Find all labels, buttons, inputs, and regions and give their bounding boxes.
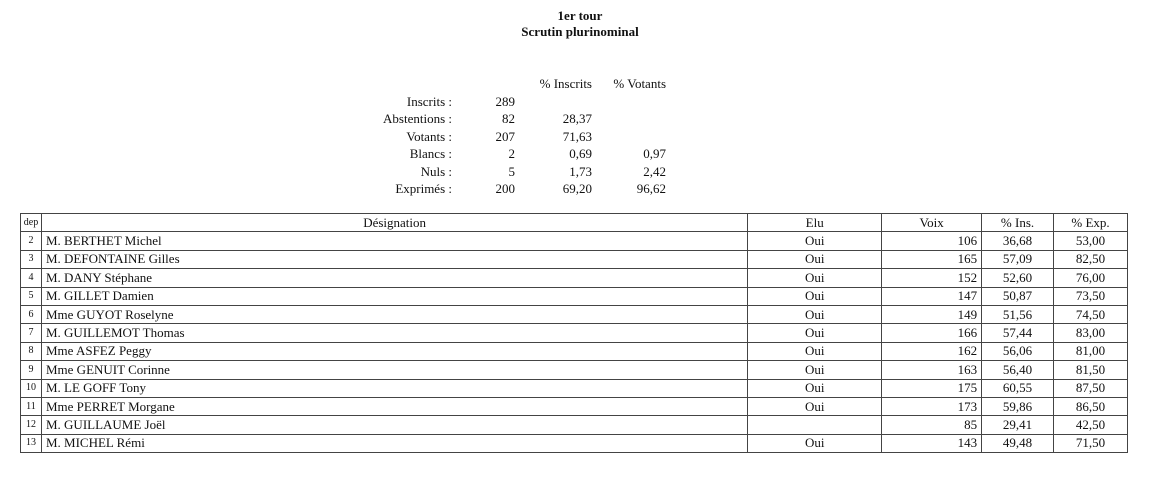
cell-designation: Mme GENUIT Corinne [41, 361, 747, 379]
header-voix: Voix [882, 214, 982, 232]
table-row [21, 379, 1128, 397]
cell-pct-ins: 56,40 [982, 361, 1054, 379]
summary-pct-inscrits: 69,20 [562, 181, 592, 196]
cell-elu: Oui [748, 361, 882, 379]
cell-voix: 165 [882, 250, 982, 268]
cell-designation: M. LE GOFF Tony [41, 379, 747, 397]
cell-designation: Mme ASFEZ Peggy [41, 342, 747, 360]
cell-voix: 152 [882, 269, 982, 287]
cell-dep: 2 [21, 232, 42, 250]
cell-voix: 106 [882, 232, 982, 250]
summary-value: 200 [495, 181, 515, 196]
cell-voix: 143 [882, 434, 982, 452]
cell-designation: Mme PERRET Morgane [41, 397, 747, 415]
cell-pct-exp: 81,00 [1054, 342, 1128, 360]
cell-dep: 7 [21, 324, 42, 342]
summary-pct-inscrits: 1,73 [569, 163, 592, 179]
cell-dep: 10 [21, 379, 42, 397]
results-table [20, 213, 1128, 453]
cell-designation: M. BERTHET Michel [41, 232, 747, 250]
table-row [21, 416, 1128, 434]
summary-label: Votants : [406, 128, 452, 144]
cell-pct-exp: 42,50 [1054, 416, 1128, 434]
cell-pct-exp: 87,50 [1054, 379, 1128, 397]
header-dep: dep [21, 214, 42, 232]
summary-label: Exprimés : [395, 181, 452, 196]
summary-pct-votants: 2,42 [643, 163, 666, 179]
cell-pct-ins: 49,48 [982, 434, 1054, 452]
cell-voix: 149 [882, 305, 982, 323]
cell-designation: M. DEFONTAINE Gilles [41, 250, 747, 268]
page-subtitle: Scrutin plurinominal [521, 24, 639, 39]
summary-value: 289 [495, 93, 515, 109]
cell-pct-ins: 59,86 [982, 397, 1054, 415]
cell-elu: Oui [748, 434, 882, 452]
cell-elu: Oui [748, 379, 882, 397]
cell-designation: M. GUILLAUME Joël [41, 416, 747, 434]
table-row [21, 434, 1128, 452]
cell-pct-exp: 81,50 [1054, 361, 1128, 379]
summary-value: 5 [508, 163, 515, 179]
cell-elu: Oui [748, 342, 882, 360]
summary-pct-inscrits: 28,37 [562, 111, 592, 126]
cell-dep: 5 [21, 287, 42, 305]
cell-elu: Oui [748, 269, 882, 287]
cell-voix: 166 [882, 324, 982, 342]
cell-voix: 175 [882, 379, 982, 397]
cell-pct-ins: 57,44 [982, 324, 1054, 342]
cell-pct-ins: 36,68 [982, 232, 1054, 250]
cell-dep: 13 [21, 434, 42, 452]
cell-pct-exp: 53,00 [1054, 232, 1128, 250]
table-row [21, 232, 1128, 250]
cell-elu [748, 416, 882, 434]
cell-elu: Oui [748, 305, 882, 323]
table-row [21, 305, 1128, 323]
summary-value: 82 [502, 111, 515, 126]
cell-pct-exp: 74,50 [1054, 305, 1128, 323]
cell-pct-ins: 60,55 [982, 379, 1054, 397]
summary-pct-inscrits: 0,69 [569, 146, 592, 161]
cell-voix: 162 [882, 342, 982, 360]
cell-elu: Oui [748, 232, 882, 250]
table-header-row [21, 214, 1128, 232]
cell-pct-exp: 83,00 [1054, 324, 1128, 342]
cell-pct-ins: 57,09 [982, 250, 1054, 268]
cell-designation: M. DANY Stéphane [41, 269, 747, 287]
cell-dep: 9 [21, 361, 42, 379]
cell-elu: Oui [748, 250, 882, 268]
cell-pct-ins: 50,87 [982, 287, 1054, 305]
cell-elu: Oui [748, 397, 882, 415]
cell-pct-exp: 71,50 [1054, 434, 1128, 452]
summary-value: 207 [495, 128, 515, 144]
summary-col-votants: % Votants [613, 76, 666, 91]
cell-voix: 163 [882, 361, 982, 379]
table-row [21, 361, 1128, 379]
header-elu: Elu [748, 214, 882, 232]
summary-label: Abstentions : [383, 111, 452, 126]
page-title: 1er tour [557, 8, 603, 23]
cell-pct-exp: 76,00 [1054, 269, 1128, 287]
cell-dep: 3 [21, 250, 42, 268]
cell-pct-exp: 82,50 [1054, 250, 1128, 268]
summary-col-inscrits: % Inscrits [539, 76, 592, 91]
cell-designation: M. GILLET Damien [41, 287, 747, 305]
cell-pct-exp: 86,50 [1054, 397, 1128, 415]
cell-dep: 8 [21, 342, 42, 360]
header-pct-ins: % Ins. [982, 214, 1054, 232]
summary-pct-votants: 96,62 [636, 181, 666, 196]
table-row [21, 324, 1128, 342]
cell-dep: 12 [21, 416, 42, 434]
cell-voix: 85 [882, 416, 982, 434]
header-pct-exp: % Exp. [1054, 214, 1128, 232]
table-row [21, 269, 1128, 287]
cell-pct-ins: 56,06 [982, 342, 1054, 360]
summary-label: Nuls : [420, 163, 452, 179]
cell-pct-exp: 73,50 [1054, 287, 1128, 305]
cell-dep: 4 [21, 269, 42, 287]
table-row [21, 342, 1128, 360]
cell-voix: 173 [882, 397, 982, 415]
cell-designation: M. GUILLEMOT Thomas [41, 324, 747, 342]
cell-elu: Oui [748, 324, 882, 342]
header-designation: Désignation [41, 214, 747, 232]
summary-label: Blancs : [409, 146, 452, 161]
cell-dep: 6 [21, 305, 42, 323]
table-row [21, 397, 1128, 415]
table-row [21, 287, 1128, 305]
summary-pct-votants: 0,97 [643, 146, 666, 161]
cell-designation: Mme GUYOT Roselyne [41, 305, 747, 323]
cell-pct-ins: 29,41 [982, 416, 1054, 434]
cell-voix: 147 [882, 287, 982, 305]
summary-label: Inscrits : [406, 93, 452, 109]
cell-dep: 11 [21, 397, 42, 415]
cell-pct-ins: 51,56 [982, 305, 1054, 323]
cell-elu: Oui [748, 287, 882, 305]
summary-pct-inscrits: 71,63 [562, 128, 592, 144]
table-row [21, 250, 1128, 268]
summary-value: 2 [508, 146, 515, 161]
cell-pct-ins: 52,60 [982, 269, 1054, 287]
cell-designation: M. MICHEL Rémi [41, 434, 747, 452]
